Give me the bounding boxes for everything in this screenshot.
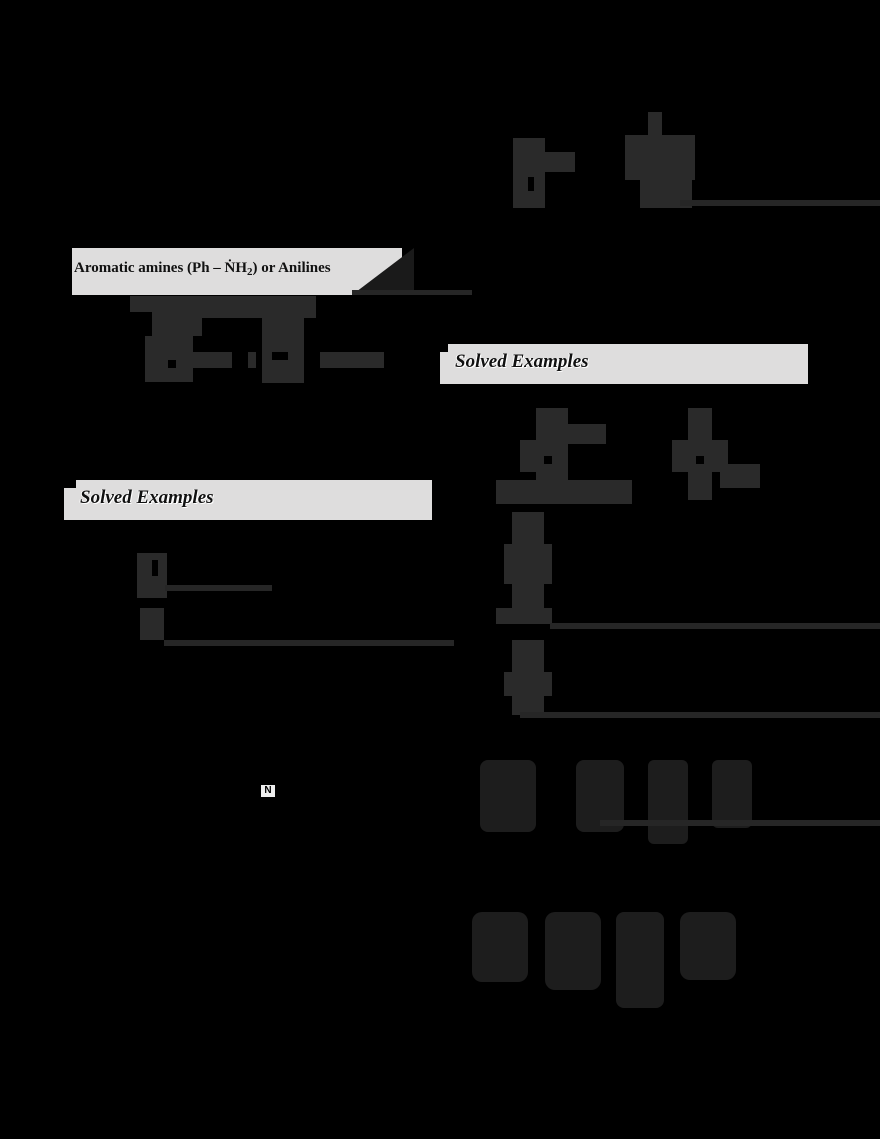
section-heading: Aromatic amines $(Ph - ṄH_2)$ or Anilines <box>74 260 331 278</box>
solved-examples-title-right: Solved Examples <box>455 351 589 372</box>
structure-right-3-base <box>496 608 552 624</box>
structure-row2-c <box>616 912 664 1008</box>
aniline-structure-2-dot <box>248 352 256 368</box>
structure-row2-b <box>545 912 601 990</box>
structure-row2-a <box>472 912 528 982</box>
aniline-structure-2 <box>262 318 304 383</box>
structure-right-2-hole <box>696 456 704 464</box>
aniline-structure-1-substituent <box>192 352 232 368</box>
structure-right-3-wide <box>504 544 552 584</box>
structure-right-1-arm <box>568 424 606 444</box>
example-line-2 <box>164 640 454 646</box>
structure-row1-a <box>480 760 536 832</box>
structure-row2-d <box>680 912 736 980</box>
divider-line <box>680 200 880 206</box>
example-structure-left-base <box>140 608 164 640</box>
example-structure-left-hole <box>152 560 158 576</box>
structure-top-1 <box>513 138 545 208</box>
structure-row1-d <box>712 760 752 828</box>
aniline-ring-hole-1 <box>168 360 176 368</box>
structure-top-2 <box>625 135 695 180</box>
structure-right-3-line <box>550 623 880 629</box>
structure-top-2-stem <box>648 112 662 137</box>
solved-examples-title-left: Solved Examples <box>80 487 214 508</box>
aniline-structure-1-top-left <box>130 296 152 312</box>
structure-top-1-arm <box>545 152 575 172</box>
aniline-structure-1 <box>152 296 202 336</box>
aniline-structure-2-substituent <box>320 352 384 368</box>
structure-right-1-hole <box>544 456 552 464</box>
structure-right-1-base <box>496 480 632 504</box>
aniline-bond-connector <box>200 296 316 318</box>
structure-right-2-tail <box>720 464 760 488</box>
structure-right-1-side <box>520 440 536 472</box>
example-line-1 <box>165 585 272 591</box>
nitrogen-label: N <box>261 785 275 797</box>
heading-underline <box>352 290 472 295</box>
banner-left-notch <box>64 480 76 488</box>
structure-right-4-line <box>520 712 880 718</box>
structure-right-4-mid <box>504 672 552 696</box>
structure-row1-connector <box>600 820 880 826</box>
structure-right-1 <box>536 408 568 483</box>
structure-row1-c <box>648 760 688 844</box>
aniline-ring-hole-2 <box>272 352 288 360</box>
structure-top-1-hole <box>528 177 534 191</box>
banner-right-notch <box>440 344 448 352</box>
aniline-structure-1-ring <box>145 336 193 382</box>
banner-corner-wedge <box>352 248 414 295</box>
